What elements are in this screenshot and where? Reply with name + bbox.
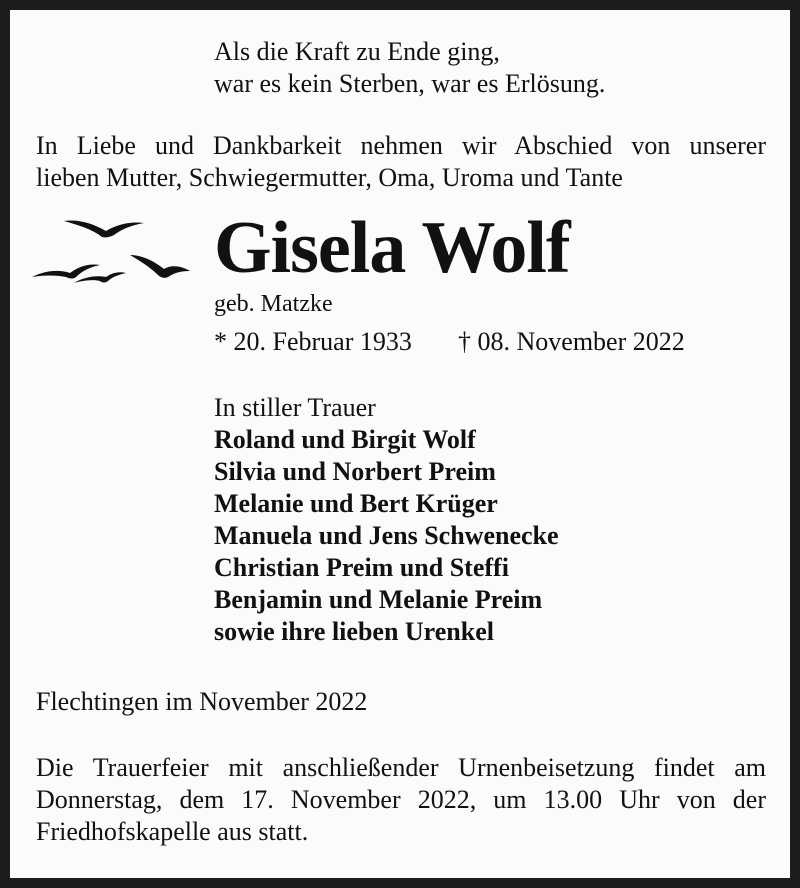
intro-text xyxy=(36,130,766,194)
intro-line-1: In Liebe und Dankbarkeit nehmen wir Abschied von unserer xyxy=(36,131,766,160)
ceremony-line-3: Friedhofskapelle aus statt. xyxy=(36,817,309,846)
intro-line-2: lieben Mutter, Schwiegermutter, Oma, Uroma und Tante xyxy=(36,163,623,192)
ceremony-line-1: Die Trauerfeier mit anschließender Urnenbeisetzung findet am xyxy=(36,753,766,782)
mourner-name: Roland und Birgit Wolf xyxy=(214,425,476,454)
mourners-heading: In stiller Trauer xyxy=(214,393,376,422)
mourner-name: Benjamin und Melanie Preim xyxy=(214,585,543,614)
mourner-name: Melanie und Bert Krüger xyxy=(214,489,498,518)
motto-line-1: Als die Kraft zu Ende ging, xyxy=(214,37,500,66)
ceremony-text xyxy=(36,752,766,848)
deceased-name: Gisela Wolf xyxy=(214,207,570,289)
maiden-name: geb. Matzke xyxy=(214,291,333,317)
ceremony-line-2: Donnerstag, dem 17. November 2022, um 13.00 Uhr von der xyxy=(36,785,766,814)
place-date: Flechtingen im November 2022 xyxy=(36,687,368,716)
mourner-name: sowie ihre lieben Urenkel xyxy=(214,617,494,646)
mourner-name: Silvia und Norbert Preim xyxy=(214,457,496,486)
death-date: † 08. November 2022 xyxy=(458,327,685,356)
mourner-name: Christian Preim und Steffi xyxy=(214,553,509,582)
motto-line-2: war es kein Sterben, war es Erlösung. xyxy=(214,69,606,98)
flying-birds-icon xyxy=(30,215,210,295)
mourner-name: Manuela und Jens Schwenecke xyxy=(214,521,559,550)
birth-date: * 20. Februar 1933 xyxy=(214,327,412,356)
obituary-card xyxy=(10,10,790,878)
